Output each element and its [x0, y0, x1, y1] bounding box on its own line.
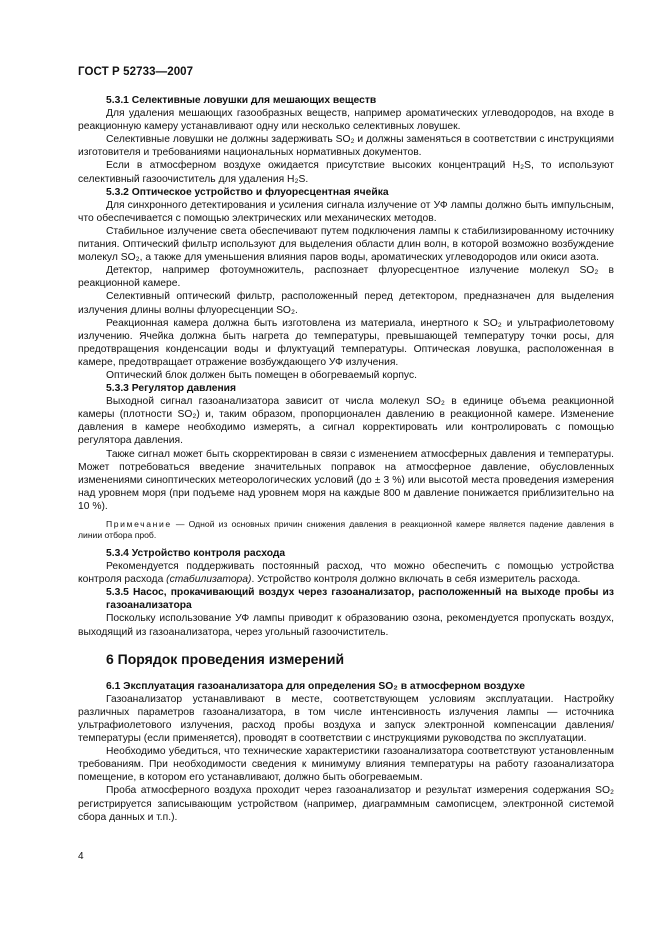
note: [78, 519, 614, 541]
paragraph: Газоанализатор устанавливают в месте, соответствующем условиям эксплуатации. Настройку различных параметров газоанализатора, в том числе интенсивность излучения лампы — источника ультрафиолетового излучения, расход пробы воздуха и запуск электронной компенсации давления/температуры (если применяется), проводят в соответствии с инструкциями руководства по эксплуатации.: [78, 693, 614, 745]
heading-5-3-1: 5.3.1 Селективные ловушки для мешающих веществ: [106, 95, 377, 106]
paragraph: Детектор, например фотоумножитель, распознает флуоресцентное излучение молекул SO₂ в реакционной камере.: [78, 265, 614, 290]
paragraph: Для синхронного детектирования и усиления сигнала излучение от УФ лампы должно быть импульсным, что обеспечивается с помощью электрических или механических методов.: [78, 199, 614, 224]
paragraph: Поскольку использование УФ лампы приводит к образованию озона, рекомендуется пропускать воздух, выходящий из газоанализатора, через угольный газоочиститель.: [78, 613, 614, 638]
paragraph-part: Рекомендуется поддерживать постоянный расход, что можно обеспечить с помощью устройства контроля расхода: [78, 561, 614, 586]
paragraph: Необходимо убедиться, что технические характеристики газоанализатора соответствуют установленным требованиям. При необходимости сведения к минимуму влияния температуры на работу газоанализатора помещение, в котором его устанавливают, должно быть обогреваемым.: [78, 746, 614, 784]
heading-6-1: 6.1 Эксплуатация газоанализатора для определения SO₂ в атмосферном воздухе: [106, 680, 525, 692]
paragraph: Для удаления мешающих газообразных веществ, например ароматических углеводородов, на входе в реакционную камеру устанавливают одну или несколько селективных ловушек.: [78, 108, 614, 133]
paragraph: Селективные ловушки не должны задерживать SO₂ и должны заменяться в соответствии с инструкциями изготовителя и требованиями национальных нормативных документов.: [78, 134, 614, 159]
document-header: ГОСТ Р 52733—2007: [78, 66, 194, 78]
heading-5-3-5: 5.3.5 Насос, прокачивающий воздух через газоанализатор, расположенный на выходе пробы из газоанализатора: [106, 587, 614, 612]
paragraph: Стабильное излучение света обеспечивают путем подключения лампы к стабилизированному источнику питания. Оптический фильтр используют для выделения области длин волн, в которой возможно возбуждение молекул SO₂, а также для уменьшения влияния паров воды, ароматических углеводородов или окиси азота.: [78, 225, 614, 264]
paragraph-part: . Устройство контроля должно включать в себя измеритель расхода.: [251, 574, 581, 586]
heading-5-3-2: 5.3.2 Оптическое устройство и флуоресцентная ячейка: [106, 186, 389, 198]
heading-5-3-4: 5.3.4 Устройство контроля расхода: [106, 548, 286, 559]
paragraph: Реакционная камера должна быть изготовлена из материала, инертного к SO₂ и ультрафиолетовому излучению. Ячейка должна быть нагрета до температуры, превышающей температуру точки росы, для предотвращения конденсации воды и флуктуаций температуры. Оптическая ловушка, расположенная в камере, предотвращает отражение возбуждающего УФ излучения.: [78, 317, 614, 368]
heading-5-3-3: 5.3.3 Регулятор давления: [106, 383, 237, 395]
page-number: 4: [78, 851, 84, 862]
paragraph: Выходной сигнал газоанализатора зависит от числа молекул SO₂ в единице объема реакционной камеры (плотности SO₂) и, таким образом, пропорционален давлению в реакционной камере. Изменение давления в камере необходимо измерять, а сигнал корректировать или контролировать с помощью регулятора давления.: [78, 396, 614, 447]
document-body: [78, 94, 614, 824]
emphasis: (стабилизатора): [166, 574, 252, 586]
section-title-6: 6 Порядок проведения измерений: [106, 650, 345, 667]
paragraph: Если в атмосферном воздухе ожидается присутствие высоких концентраций H₂S, то используют селективный газоочиститель для удаления H₂S.: [78, 160, 614, 185]
paragraph: Селективный оптический фильтр, расположенный перед детектором, предназначен для выделения излучения длины волны флуоресценции SO₂.: [78, 291, 614, 316]
paragraph: Также сигнал может быть скорректирован в связи с изменением атмосферных давления и температуры. Может потребоваться введение значительных поправок на атмосферное давление, обусловленных изменениями синоптических метеорологических условий (до ± 3 %) или высотой места проведения измерения над уровнем моря (при подъеме над уровнем моря на каждые 800 м давление понижается приблизительно на 10 %).: [78, 448, 614, 512]
paragraph: Проба атмосферного воздуха проходит через газоанализатор и результат измерения содержания SO₂ регистрируется записывающим устройством (например, диаграммным самописцем, электронной системой сбора данных и т.п.).: [78, 785, 614, 823]
note-label: Примечание: [106, 519, 172, 529]
paragraph: Оптический блок должен быть помещен в обогреваемый корпус.: [106, 369, 417, 381]
note-text: — Одной из основных причин снижения давления в реакционной камере является падение давления в линии отбора проб.: [78, 519, 614, 540]
paragraph: [78, 560, 614, 586]
